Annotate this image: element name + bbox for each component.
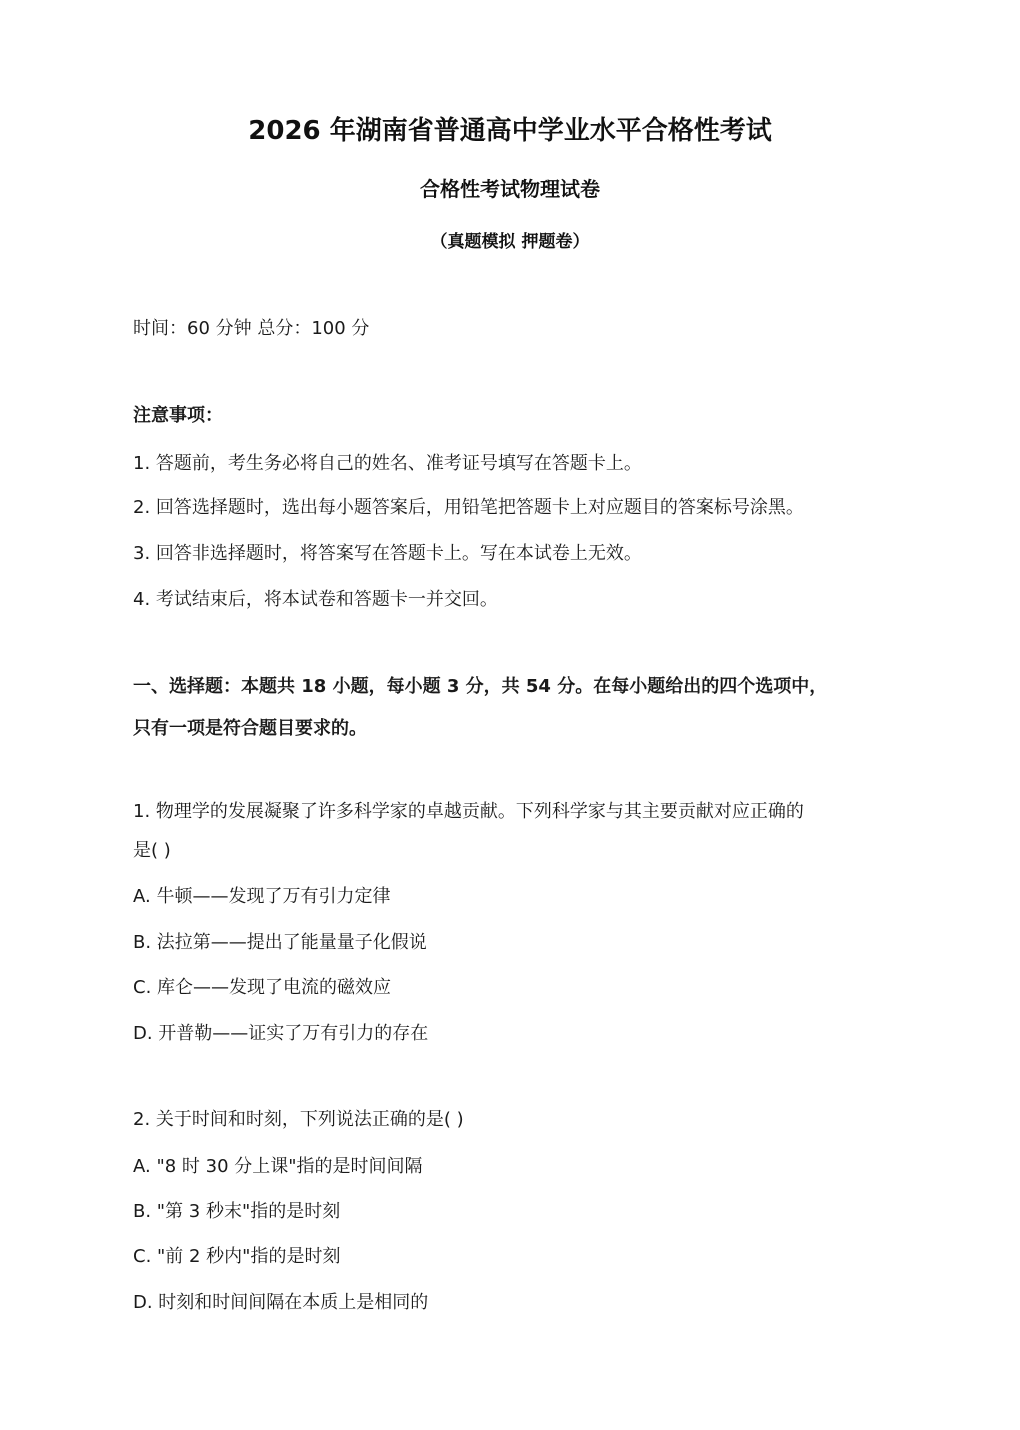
question-stem-cont: 是( )	[133, 840, 171, 861]
question-option: C. 库仑——发现了电流的磁效应	[133, 977, 392, 998]
question-option: A. "8 时 30 分上课"指的是时间间隔	[133, 1156, 423, 1177]
notice-item: 3. 回答非选择题时，将答案写在答题卡上。写在本试卷上无效。	[133, 543, 642, 564]
question-option: B. "第 3 秒末"指的是时刻	[133, 1201, 341, 1222]
notice-item: 4. 考试结束后，将本试卷和答题卡一并交回。	[133, 589, 498, 610]
exam-note: （真题模拟 押题卷）	[430, 232, 590, 252]
question-stem: 2. 关于时间和时刻，下列说法正确的是( )	[133, 1109, 464, 1130]
question-stem: 1. 物理学的发展凝聚了许多科学家的卓越贡献。下列科学家与其主要贡献对应正确的	[133, 801, 804, 822]
question-option: C. "前 2 秒内"指的是时刻	[133, 1246, 341, 1267]
notice-item: 2. 回答选择题时，选出每小题答案后，用铅笔把答题卡上对应题目的答案标号涂黑。	[133, 497, 804, 518]
question-option: B. 法拉第——提出了能量量子化假说	[133, 932, 427, 953]
section-heading-cont: 只有一项是符合题目要求的。	[133, 718, 367, 739]
exam-info: 时间：60 分钟 总分：100 分	[133, 318, 370, 339]
notice-item: 1. 答题前，考生务必将自己的姓名、准考证号填写在答题卡上。	[133, 453, 642, 474]
exam-subtitle: 合格性考试物理试卷	[420, 177, 600, 201]
notice-heading: 注意事项：	[133, 405, 223, 426]
question-option: D. 时刻和时间间隔在本质上是相同的	[133, 1292, 429, 1313]
section-heading: 一、选择题：本题共 18 小题，每小题 3 分，共 54 分。在每小题给出的四个选项中，	[133, 676, 828, 697]
question-option: A. 牛顿——发现了万有引力定律	[133, 886, 391, 907]
question-option: D. 开普勒——证实了万有引力的存在	[133, 1023, 429, 1044]
exam-title: 2026 年湖南省普通高中学业水平合格性考试	[248, 116, 772, 146]
